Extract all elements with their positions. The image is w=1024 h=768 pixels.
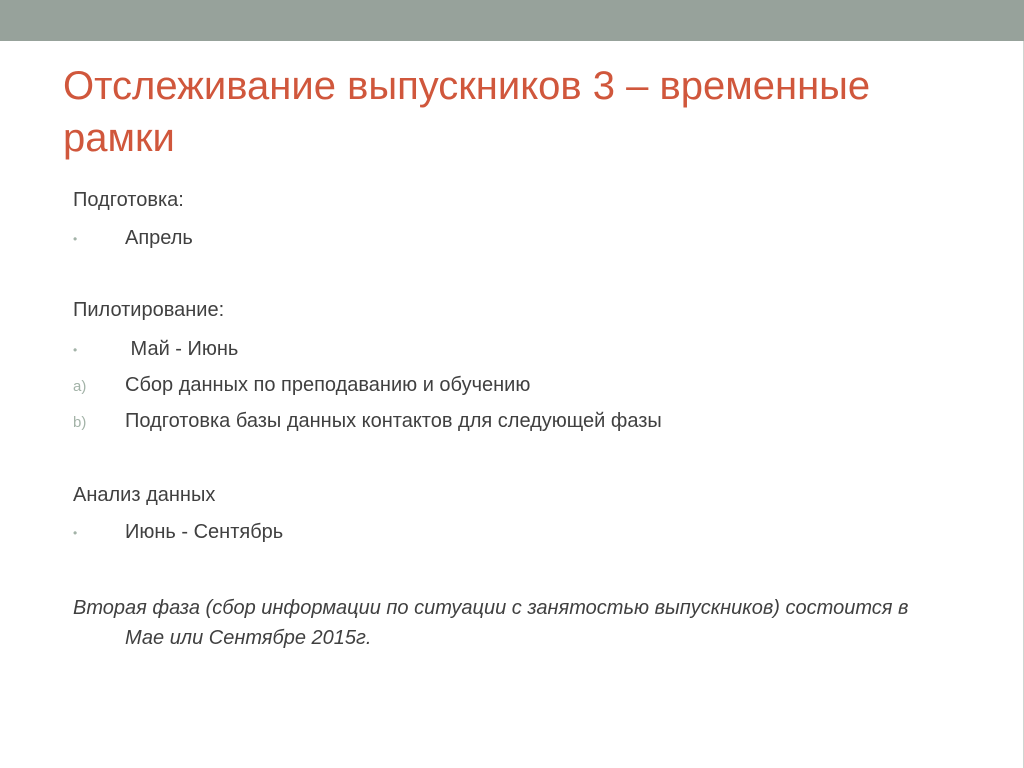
bullet-marker: •	[73, 343, 78, 357]
bullet-marker: •	[73, 526, 78, 540]
list-item-text: Подготовка базы данных контактов для следующей фазы	[125, 410, 662, 432]
section-heading-piloting: Пилотирование:	[73, 299, 225, 321]
letter-marker: b)	[73, 414, 87, 431]
list-item-text: Сбор данных по преподаванию и обучению	[125, 374, 531, 396]
letter-marker: a)	[73, 378, 87, 395]
top-accent-bar	[0, 0, 1024, 41]
section-heading-data-analysis: Анализ данных	[73, 484, 216, 506]
list-item-text: Апрель	[125, 227, 193, 249]
bullet-marker: •	[73, 232, 78, 246]
list-item-text: Июнь - Сентябрь	[125, 521, 284, 543]
slide-title: Отслеживание выпускников 3 – временные рамки	[63, 64, 871, 160]
second-phase-note: Вторая фаза (сбор информации по ситуации с занятостью выпускников) состоится в Мае или Сентябре 2015г.	[73, 597, 909, 649]
section-heading-preparation: Подготовка:	[73, 189, 184, 211]
list-item-text: Май - Июнь	[125, 338, 239, 360]
